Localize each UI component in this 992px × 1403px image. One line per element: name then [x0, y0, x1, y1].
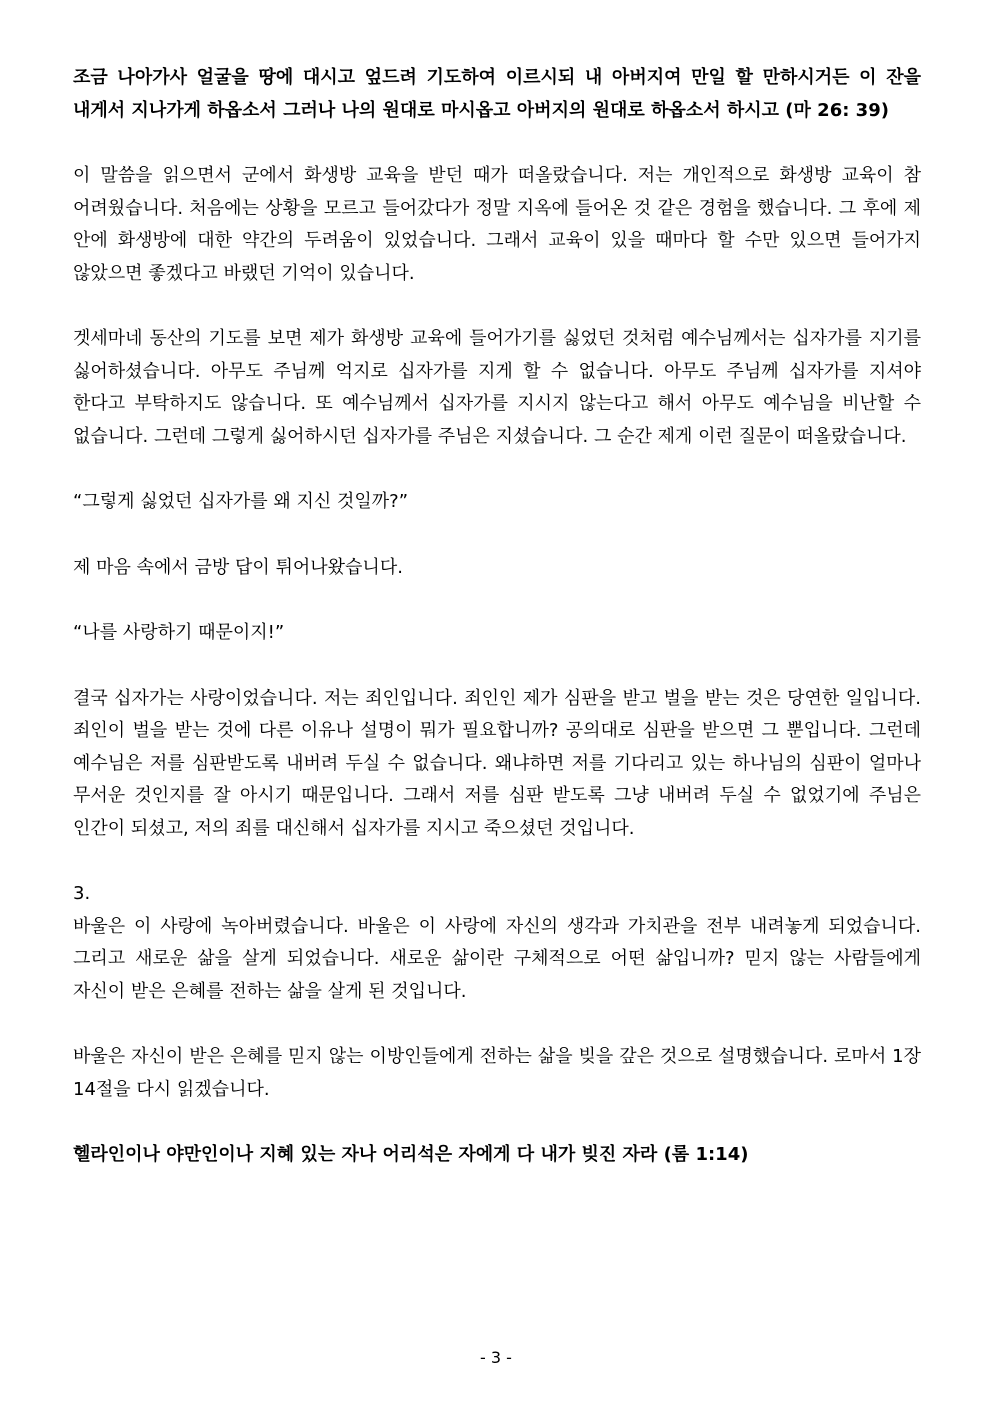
paragraph-gethsemane: 겟세마네 동산의 기도를 보면 제가 화생방 교육에 들어가기를 싫었던 것처럼 예수님께서는 십자가를 지기를 싫어하셨습니다. 아무도 주님께 억지로 십자가를 지게 할 수 없습니다. 아무도 주님께 십자가를 지셔야 한다고 부탁하지도 않습니다. 또 예수님께서 십자가를 지시지 않는다고 해서 아무도 예수님을 비난할 수 없습니다. 그런데 그렇게 싫어하시던 십자가를 주님은 지셨습니다. 그 순간 제게 이런 질문이 떠올랐습니다.	[73, 328, 921, 447]
paragraph-answer: “나를 사랑하기 때문이지!”	[73, 622, 285, 643]
document-page	[73, 62, 921, 1172]
paragraph-paul-melted: 바울은 이 사랑에 녹아버렸습니다. 바울은 이 사랑에 자신의 생각과 가치관을 전부 내려놓게 되었습니다. 그리고 새로운 삶을 살게 되었습니다. 새로운 삶이란 구체적으로 어떤 삶입니까? 믿지 않는 사람들에게 자신이 받은 은혜를 전하는 삶을 살게 된 것입니다.	[73, 915, 921, 1002]
paragraph-answer-intro: 제 마음 속에서 금방 답이 튀어나왔습니다.	[73, 556, 403, 578]
paragraph-training-memory: 이 말씀을 읽으면서 군에서 화생방 교육을 받던 때가 떠올랐습니다. 저는 개인적으로 화생방 교육이 참 어려웠습니다. 처음에는 상황을 모르고 들어갔다가 정말 지옥에 들어온 것 같은 경험을 했습니다. 그 후에 제 안에 화생방에 대한 약간의 두려움이 있었습니다. 그래서 교육이 있을 때마다 할 수만 있으면 들어가지 않았으면 좋겠다고 바랬던 기억이 있습니다.	[73, 165, 921, 284]
paragraph-question: “그렇게 싫었던 십자가를 왜 지신 것일까?”	[73, 491, 409, 512]
paragraph-paul-debt: 바울은 자신이 받은 은혜를 믿지 않는 이방인들에게 전하는 삶을 빚을 갚은 것으로 설명했습니다. 로마서 1장 14절을 다시 읽겠습니다.	[73, 1046, 921, 1100]
verse-romans-1-14: 헬라인이나 야만인이나 지혜 있는 자나 어리석은 자에게 다 내가 빚진 자라 (롬 1:14)	[73, 1144, 749, 1165]
section-number: 3.	[73, 883, 91, 904]
page-number: - 3 -	[480, 1348, 512, 1367]
paragraph-cross-is-love: 결국 십자가는 사랑이었습니다. 저는 죄인입니다. 죄인인 제가 심판을 받고 벌을 받는 것은 당연한 일입니다. 죄인이 벌을 받는 것에 다른 이유나 설명이 뭐가 필요합니까? 공의대로 심판을 받으면 그 뿐입니다. 그런데 예수님은 저를 심판받도록 내버려 두실 수 없습니다. 왜냐하면 저를 기다리고 있는 하나님의 심판이 얼마나 무서운 것인지를 잘 아시기 때문입니다. 그래서 저를 심판 받도록 그냥 내버려 두실 수 없었기에 주님은 인간이 되셨고, 저의 죄를 대신해서 십자가를 지시고 죽으셨던 것입니다.	[73, 687, 921, 839]
verse-matthew-26-39: 조금 나아가사 얼굴을 땅에 대시고 엎드려 기도하여 이르시되 내 아버지여 만일 할 만하시거든 이 잔을 내게서 지나가게 하옵소서 그러나 나의 원대로 마시옵고 아버지의 원대로 하옵소서 하시고 (마 26: 39)	[73, 67, 921, 121]
